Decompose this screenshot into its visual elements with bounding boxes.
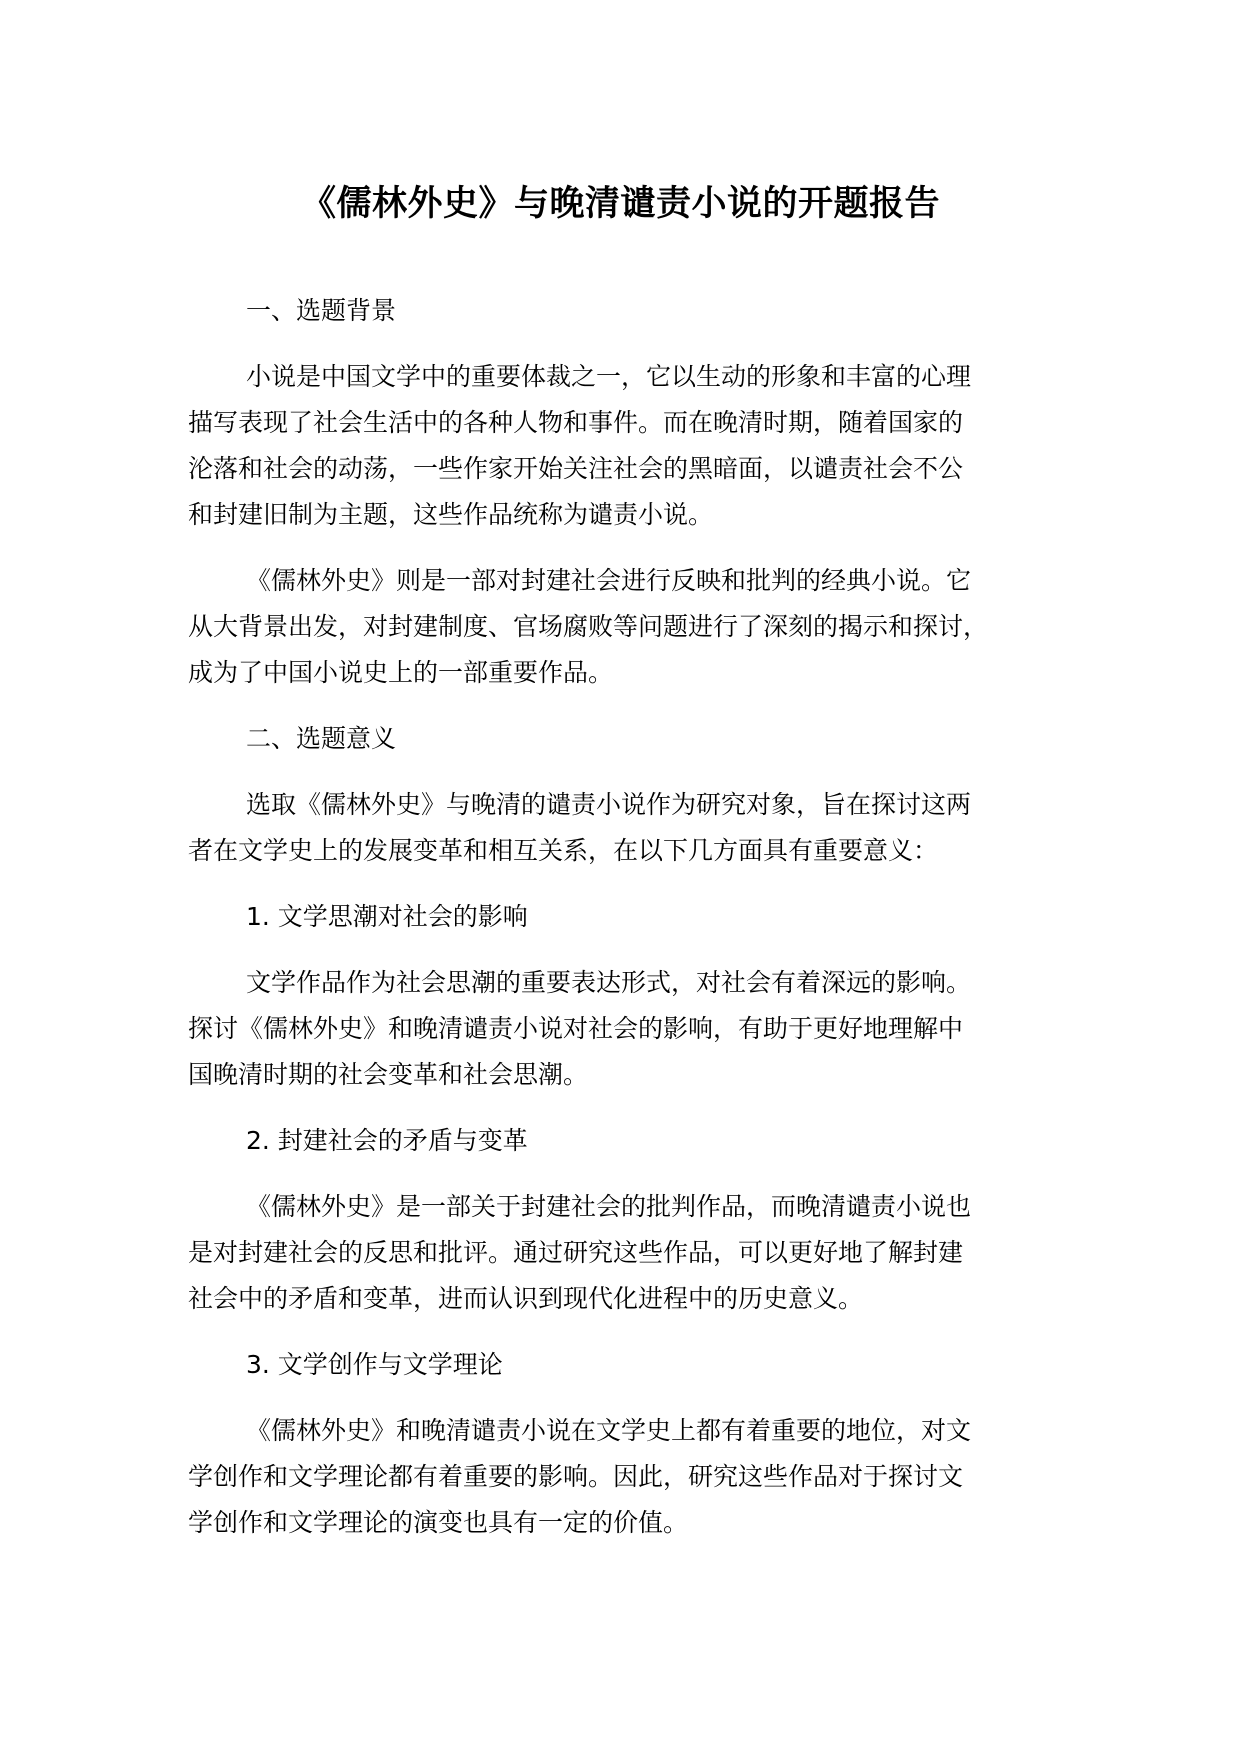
section-heading: 一、选题背景 — [246, 296, 397, 325]
text-line: 学创作和文学理论的演变也具有一定的价值。 — [188, 1508, 689, 1537]
section-heading: 2. 封建社会的矛盾与变革 — [246, 1126, 528, 1155]
text-line: 社会中的矛盾和变革，进而认识到现代化进程中的历史意义。 — [188, 1284, 864, 1313]
document-body — [188, 288, 1088, 1566]
text-line: 和封建旧制为主题，这些作品统称为谴责小说。 — [188, 500, 714, 529]
text-line: 国晚清时期的社会变革和社会思潮。 — [188, 1060, 589, 1089]
text-line: 探讨《儒林外史》和晚清谴责小说对社会的影响，有助于更好地理解中 — [188, 1014, 964, 1043]
text-line: 描写表现了社会生活中的各种人物和事件。而在晚清时期，随着国家的 — [188, 408, 964, 437]
paragraph — [188, 354, 1088, 538]
text-line: 《儒林外史》则是一部对封建社会进行反映和批判的经典小说。它 — [246, 566, 972, 595]
text-line: 《儒林外史》是一部关于封建社会的批判作品，而晚清谴责小说也 — [246, 1192, 972, 1221]
paragraph — [188, 960, 1088, 1098]
text-line: 者在文学史上的发展变革和相互关系，在以下几方面具有重要意义： — [188, 836, 939, 865]
paragraph — [188, 558, 1088, 696]
text-line: 学创作和文学理论都有着重要的影响。因此，研究这些作品对于探讨文 — [188, 1462, 964, 1491]
text-line: 《儒林外史》和晚清谴责小说在文学史上都有着重要的地位，对文 — [246, 1416, 972, 1445]
paragraph — [188, 1408, 1088, 1546]
paragraph — [188, 782, 1088, 874]
text-line: 小说是中国文学中的重要体裁之一，它以生动的形象和丰富的心理 — [246, 362, 972, 391]
section-heading: 二、选题意义 — [246, 724, 397, 753]
text-line: 选取《儒林外史》与晚清的谴责小说作为研究对象，旨在探讨这两 — [246, 790, 972, 819]
section-heading: 1. 文学思潮对社会的影响 — [246, 902, 528, 931]
section-heading: 3. 文学创作与文学理论 — [246, 1350, 503, 1379]
document-title: 《儒林外史》与晚清谴责小说的开题报告 — [300, 184, 940, 224]
paragraph — [188, 1184, 1088, 1322]
text-line: 沦落和社会的动荡，一些作家开始关注社会的黑暗面，以谴责社会不公 — [188, 454, 964, 483]
text-line: 成为了中国小说史上的一部重要作品。 — [188, 658, 614, 687]
text-line: 从大背景出发，对封建制度、官场腐败等问题进行了深刻的揭示和探讨， — [188, 612, 989, 641]
text-line: 文学作品作为社会思潮的重要表达形式，对社会有着深远的影响。 — [246, 968, 972, 997]
text-line: 是对封建社会的反思和批评。通过研究这些作品，可以更好地了解封建 — [188, 1238, 964, 1267]
